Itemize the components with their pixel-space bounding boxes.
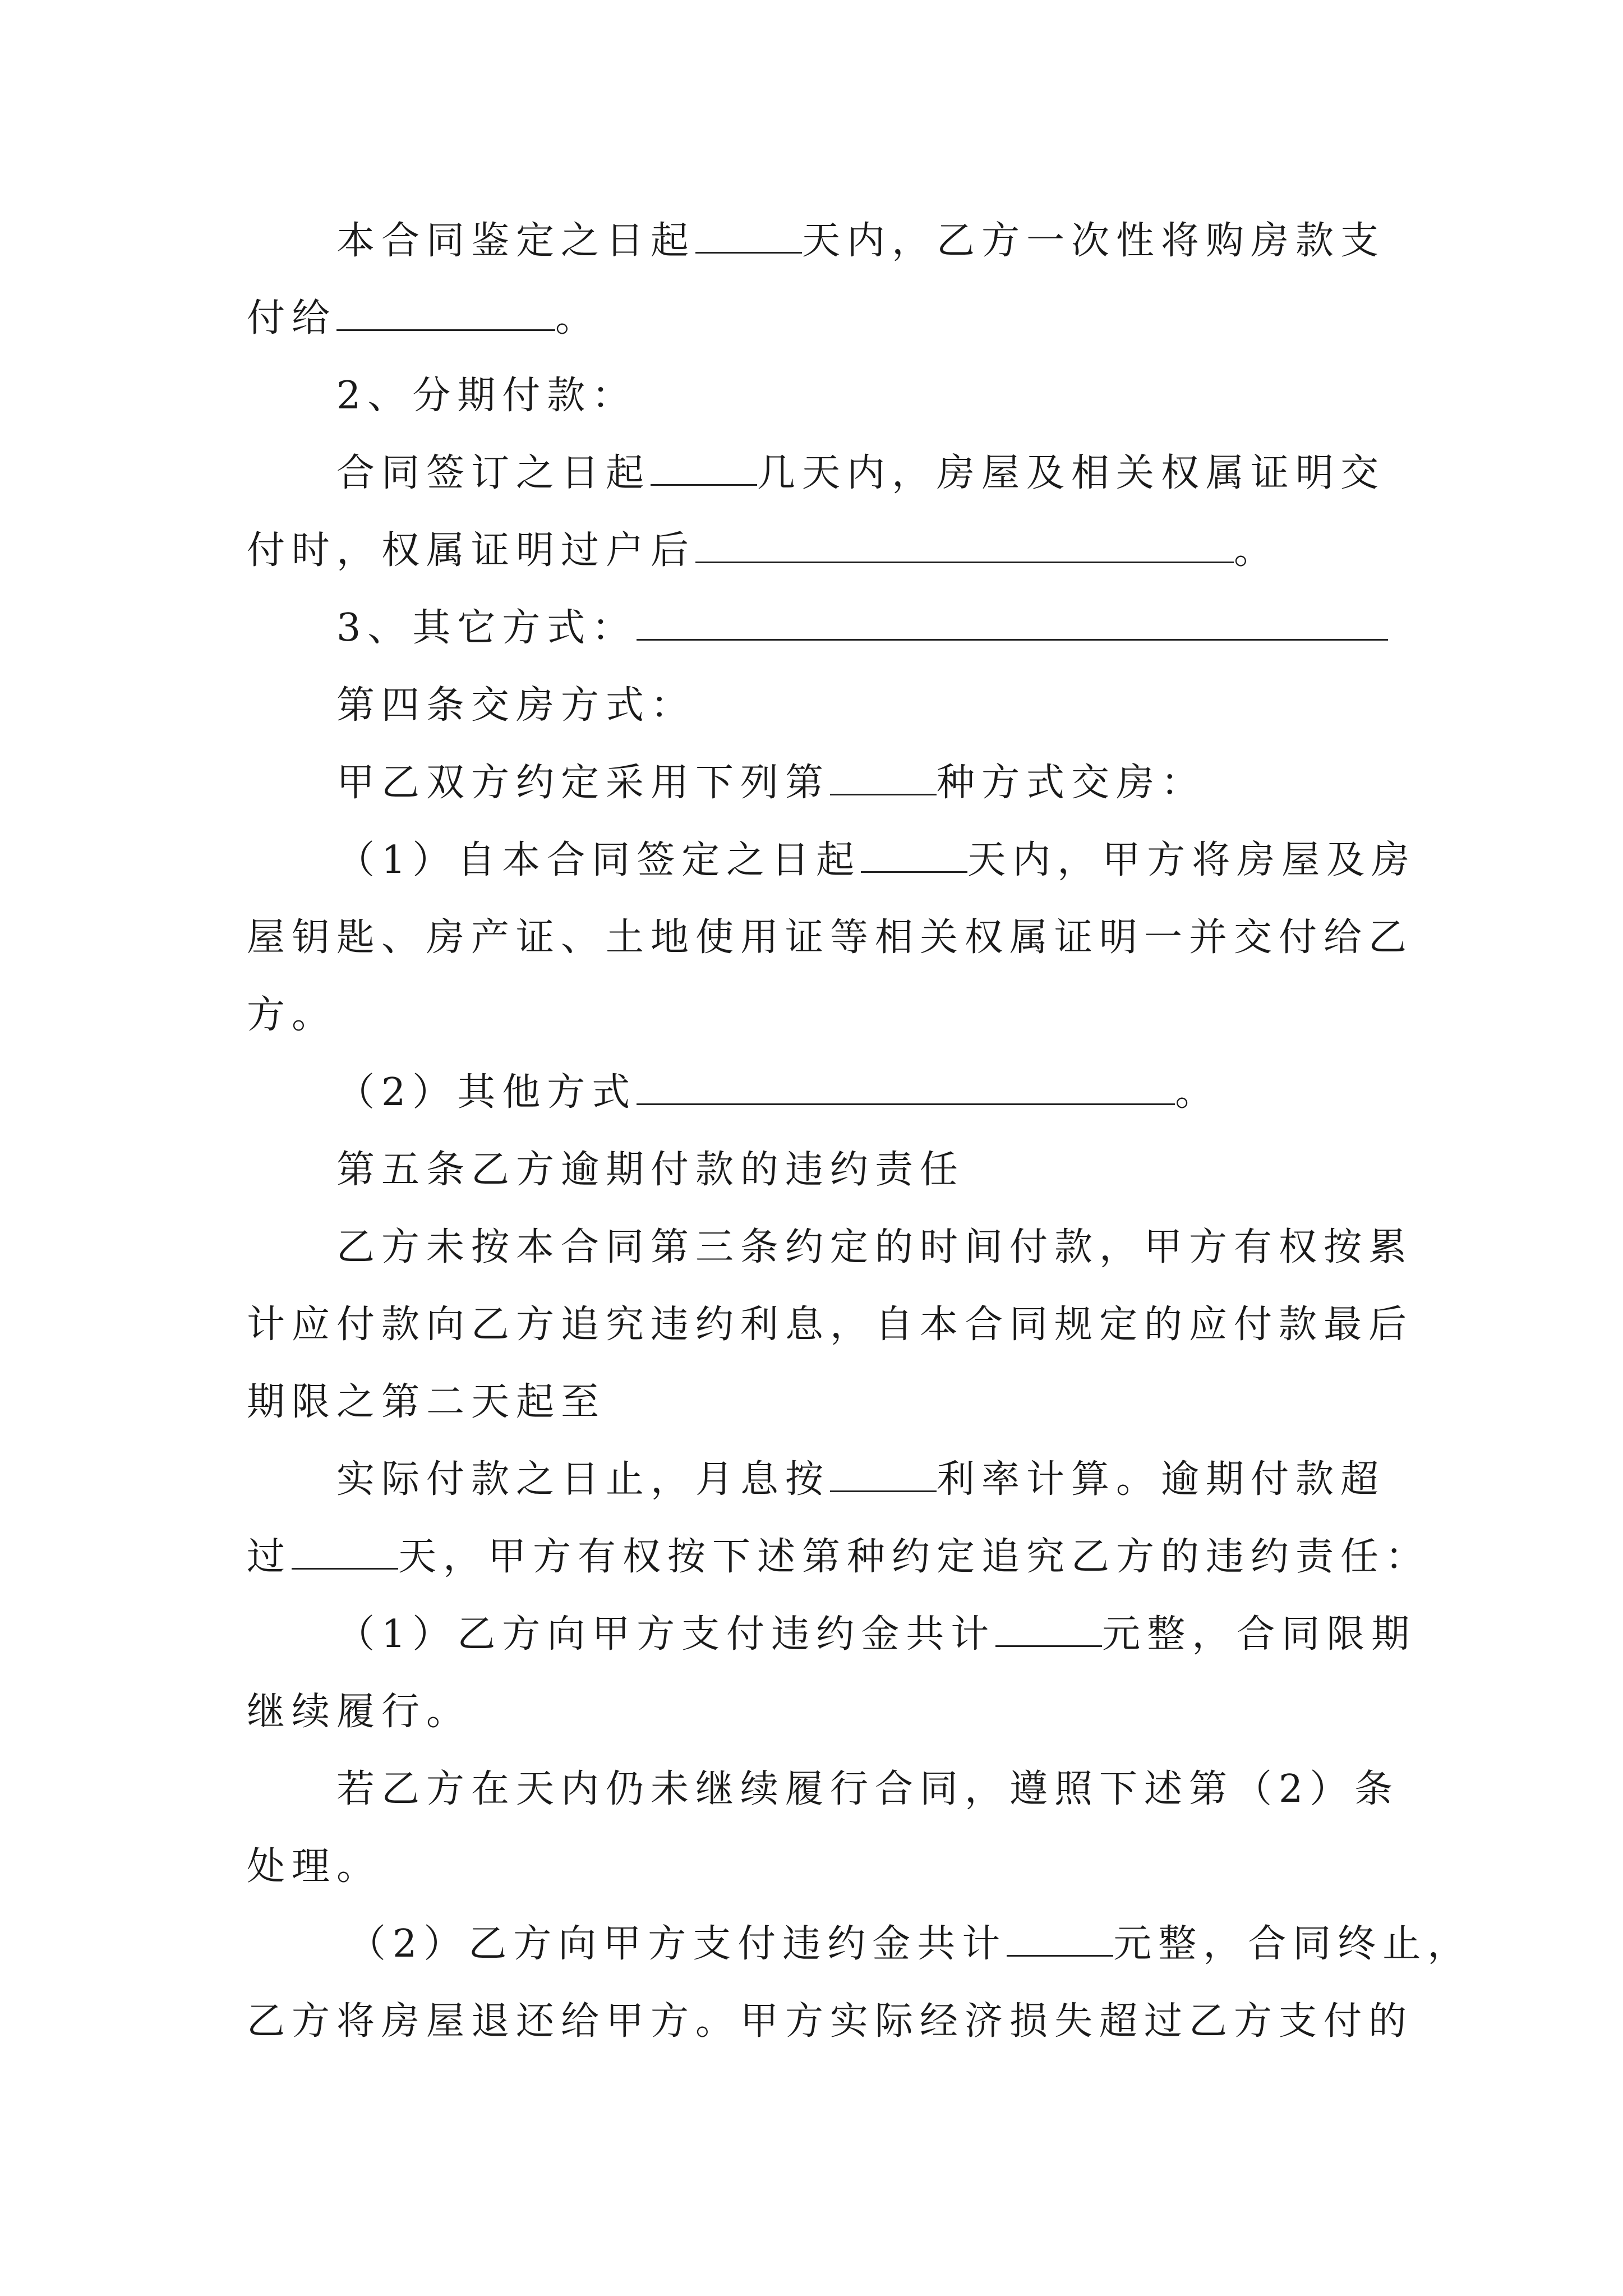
blank-underline [830,1457,937,1492]
blank-underline [336,296,555,331]
blank-underline [1007,1921,1113,1957]
text-line-11: 方。 [247,993,337,1037]
text-line-6: 3、其它方式： [336,600,1388,656]
section-heading-4: 第四条交房方式： [336,683,696,728]
text-line-8: 甲乙双方约定采用下列第 种方式交房： [336,761,1206,805]
text-line-20: 继续履行。 [247,1690,472,1734]
text-line-18: 过 天，甲方有权按下述第种约定追究乙方的违约责任： [247,1535,1431,1579]
blank-underline [637,605,1388,641]
blank-underline [651,450,757,486]
text-line-10: 屋钥匙、房产证、土地使用证等相关权属证明一并交付给乙 [247,915,1414,960]
text-line-9: （1）自本合同签定之日起 天内，甲方将房屋及房 [336,838,1417,882]
text-line-3: 2、分期付款： [336,374,637,418]
section-heading-5: 第五条乙方逾期付款的违约责任 [336,1148,965,1192]
blank-underline [861,838,967,873]
blank-underline [292,1534,398,1570]
blank-underline [695,528,1234,563]
text-line-1: 本合同鉴定之日起 天内，乙方一次性将购房款支 [336,219,1386,263]
text-line-19: （1）乙方向甲方支付违约金共计 元整，合同限期 [336,1612,1417,1657]
blank-underline [637,1070,1175,1105]
text-line-2: 付给 。 [247,296,601,341]
text-line-17: 实际付款之日止，月息按 利率计算。逾期付款超 [336,1457,1386,1502]
text-line-16: 期限之第二天起至 [247,1380,606,1424]
text-line-12: （2）其他方式 。 [336,1070,1220,1115]
blank-underline [695,218,802,254]
text-line-22: 处理。 [247,1844,382,1889]
blank-underline [830,760,937,795]
text-line-15: 计应付款向乙方追究违约利息，自本合同规定的应付款最后 [247,1303,1414,1347]
text-line-4: 合同签订之日起 几天内，房屋及相关权属证明交 [336,451,1386,495]
text-line-21: 若乙方在天内仍未继续履行合同，遵照下述第（2）条 [336,1767,1400,1811]
text-line-24: 乙方将房屋退还给甲方。甲方实际经济损失超过乙方支付的 [247,1999,1414,2044]
blank-underline [995,1612,1102,1647]
text-line-14: 乙方未按本合同第三条约定的时间付款，甲方有权按累 [336,1225,1414,1269]
text-line-5: 付时，权属证明过户后 。 [247,528,1279,573]
text-line-23: （2）乙方向甲方支付违约金共计 元整，合同终止， [348,1922,1473,1966]
